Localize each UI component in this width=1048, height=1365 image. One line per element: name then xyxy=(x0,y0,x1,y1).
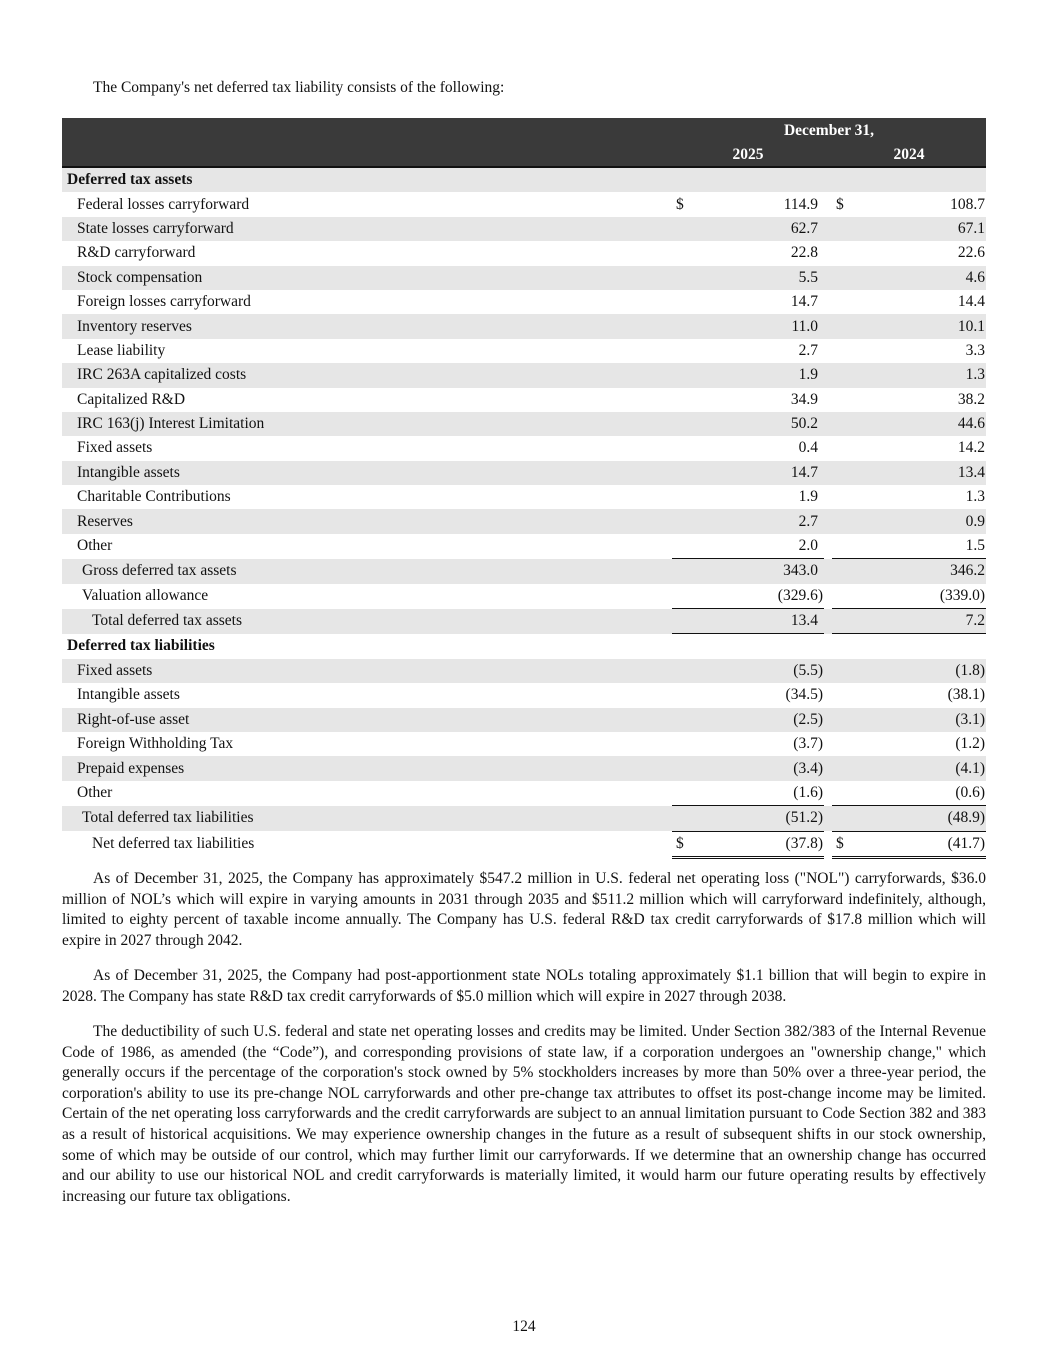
row-label: Inventory reserves xyxy=(62,314,672,338)
table-row xyxy=(62,485,986,509)
value-2024: (1.8) xyxy=(846,659,986,683)
table-row xyxy=(62,290,986,314)
row-label: Other xyxy=(77,784,113,802)
value-2024: 10.1 xyxy=(846,314,986,338)
table-row xyxy=(62,217,986,241)
intro-text: The Company's net deferred tax liability consists of the following: xyxy=(93,79,505,96)
value-2024: (38.1) xyxy=(947,686,986,704)
value-2024: 38.2 xyxy=(957,390,986,408)
row-label: Fixed assets xyxy=(62,659,672,683)
row-label: IRC 163(j) Interest Limitation xyxy=(62,412,672,436)
value-2025: 114.9 xyxy=(783,195,818,213)
value-2025: 5.5 xyxy=(686,266,824,290)
value-2025: (34.5) xyxy=(785,686,823,704)
value-2025: 1.9 xyxy=(798,488,818,506)
value-2025: 14.7 xyxy=(790,293,818,311)
year-2024-header: 2024 xyxy=(832,143,986,167)
table-row xyxy=(62,314,986,338)
table-row xyxy=(62,683,986,707)
total-row xyxy=(62,609,986,634)
deferred-tax-table xyxy=(62,118,986,859)
row-label: Prepaid expenses xyxy=(62,756,672,780)
value-2025: 50.2 xyxy=(686,412,824,436)
table-header-period-row xyxy=(62,118,986,143)
value-2024: 44.6 xyxy=(846,412,986,436)
table-row xyxy=(62,388,986,412)
value-2025: 13.4 xyxy=(686,609,824,634)
currency-symbol: $ xyxy=(832,831,846,857)
row-label: Intangible assets xyxy=(62,461,672,485)
row-label: Gross deferred tax assets xyxy=(62,559,672,584)
value-2024: (4.1) xyxy=(846,756,986,780)
table-row xyxy=(62,241,986,265)
row-label: Foreign Withholding Tax xyxy=(77,735,234,753)
value-2025: 11.0 xyxy=(686,314,824,338)
nol-paragraph: As of December 31, 2025, the Company has approximately $547.2 million in U.S. federal net operating loss ("NOL") carryforwards, $36.0 million of NOL’s which will expire in varying amounts in 2031 through 2035 and $511.2 million which will carryforward indefinitely, although, limited to eighty percent of taxable income annually. The Company has U.S. federal R&D tax credit carryforwards of $17.8 million which will expire in 2027 through 2042. xyxy=(62,870,986,949)
table-row xyxy=(62,756,986,780)
value-2025: (3.4) xyxy=(686,756,824,780)
row-label: Foreign losses carryforward xyxy=(77,293,251,311)
row-label: Valuation allowance xyxy=(82,587,209,605)
value-2025: (51.2) xyxy=(686,806,824,831)
deductibility-paragraph: The deductibility of such U.S. federal and state net operating losses and credits may be limited. Under Section 382/383 of the Internal Revenue Code of 1986, as amended (the “Code”), and corresponding provisions of state law, if a corporation undergoes an "ownership change," which generally occurs if the percentage of the corporation's stock owned by 5% stockholders increases by more than 50% over a three-year period, the corporation's ability to use its pre-change NOL carryforwards and other pre-change tax attributes to offset its post-change income may be limited. Certain of the net operating loss carryforwards and the credit carryforwards are subject to an annual limitation pursuant to Code Section 382 and 383 as a result of historical acquisitions. We may experience ownership changes in the future as a result of subsequent shifts in our stock ownership, some of which may be outside of our control, which may further limit our carryforwards. If we determine that an ownership change has occurred and our ability to use our historical NOL and credit carryforwards is materially limited, it would harm our future operating results by effectively increasing our future tax obligations. xyxy=(62,1023,986,1205)
table-row xyxy=(62,412,986,436)
value-2024: 108.7 xyxy=(950,195,986,213)
table-row xyxy=(62,339,986,363)
page-number: 124 xyxy=(512,1318,536,1335)
value-2024: 7.2 xyxy=(846,609,986,634)
table-row xyxy=(62,781,986,806)
value-2024: 14.2 xyxy=(957,439,986,457)
value-2025: 2.7 xyxy=(798,341,818,359)
row-label: Right-of-use asset xyxy=(62,708,672,732)
table-row xyxy=(62,192,986,216)
table-row xyxy=(62,659,986,683)
table-row xyxy=(62,584,986,609)
row-label: Fixed assets xyxy=(77,439,153,457)
value-2025: (3.7) xyxy=(793,735,823,753)
table-row xyxy=(62,363,986,387)
value-2024: 346.2 xyxy=(846,559,986,584)
table-row xyxy=(62,266,986,290)
row-label: Deferred tax assets xyxy=(62,167,672,192)
total-row xyxy=(62,806,986,831)
value-2024: 4.6 xyxy=(846,266,986,290)
period-header: December 31, xyxy=(783,121,875,139)
table-row xyxy=(62,436,986,460)
value-2024: 1.5 xyxy=(846,534,986,559)
value-2025: 22.8 xyxy=(790,244,818,262)
value-2024: 1.3 xyxy=(846,363,986,387)
row-label: Capitalized R&D xyxy=(77,390,186,408)
table-row xyxy=(62,509,986,533)
value-2025: 62.7 xyxy=(686,217,824,241)
currency-symbol: $ xyxy=(836,195,844,213)
value-2024: 3.3 xyxy=(965,341,986,359)
currency-symbol: $ xyxy=(676,195,684,213)
row-label: Total deferred tax liabilities xyxy=(62,806,672,831)
state-nol-paragraph: As of December 31, 2025, the Company had post-apportionment state NOLs totaling approximately $1.1 billion that will begin to expire in 2028. The Company has state R&D tax credit carryforwards of $5.0 million which will expire in 2027 through 2038. xyxy=(62,967,986,1005)
value-2025: 2.0 xyxy=(686,534,824,559)
value-2024: 14.4 xyxy=(957,293,986,311)
table-row xyxy=(62,534,986,559)
value-2024: (41.7) xyxy=(846,831,986,857)
row-label: State losses carryforward xyxy=(62,217,672,241)
value-2024: (3.1) xyxy=(846,708,986,732)
row-label: Charitable Contributions xyxy=(77,488,231,506)
net-total-row xyxy=(62,831,986,857)
section-row xyxy=(62,167,986,192)
row-label: Deferred tax liabilities xyxy=(67,637,215,655)
row-label: Federal losses carryforward xyxy=(77,195,250,213)
value-2025: 0.4 xyxy=(798,439,818,457)
value-2025: 1.9 xyxy=(686,363,824,387)
table-header-year-row xyxy=(62,143,986,167)
row-label: IRC 263A capitalized costs xyxy=(62,363,672,387)
row-label: Other xyxy=(77,537,113,555)
row-label: Total deferred tax assets xyxy=(62,609,672,634)
year-2025-header: 2025 xyxy=(672,143,824,167)
row-label: Net deferred tax liabilities xyxy=(92,835,255,853)
value-2025: (329.6) xyxy=(686,584,824,609)
value-2025: (1.6) xyxy=(686,781,824,806)
table-row xyxy=(62,732,986,756)
value-2024: (0.6) xyxy=(846,781,986,806)
value-2024: 13.4 xyxy=(846,461,986,485)
row-label: R&D carryforward xyxy=(77,244,196,262)
value-2024: (339.0) xyxy=(846,584,986,609)
row-label: Lease liability xyxy=(77,341,166,359)
section-row xyxy=(62,634,986,659)
row-label: Reserves xyxy=(62,509,672,533)
value-2024: 1.3 xyxy=(965,488,986,506)
value-2025: (2.5) xyxy=(686,708,824,732)
value-2024: 22.6 xyxy=(957,244,986,262)
value-2024: (48.9) xyxy=(846,806,986,831)
row-label: Intangible assets xyxy=(77,686,180,704)
value-2025: 343.0 xyxy=(686,559,824,584)
table-row xyxy=(62,708,986,732)
value-2025: (5.5) xyxy=(686,659,824,683)
value-2024: 67.1 xyxy=(846,217,986,241)
subtotal-row xyxy=(62,559,986,584)
value-2025: 2.7 xyxy=(686,509,824,533)
currency-symbol: $ xyxy=(672,831,686,857)
value-2025: 34.9 xyxy=(790,390,818,408)
row-label: Stock compensation xyxy=(62,266,672,290)
value-2025: 14.7 xyxy=(686,461,824,485)
value-2025: (37.8) xyxy=(686,831,824,857)
value-2024: 0.9 xyxy=(846,509,986,533)
table-row xyxy=(62,461,986,485)
value-2024: (1.2) xyxy=(955,735,986,753)
